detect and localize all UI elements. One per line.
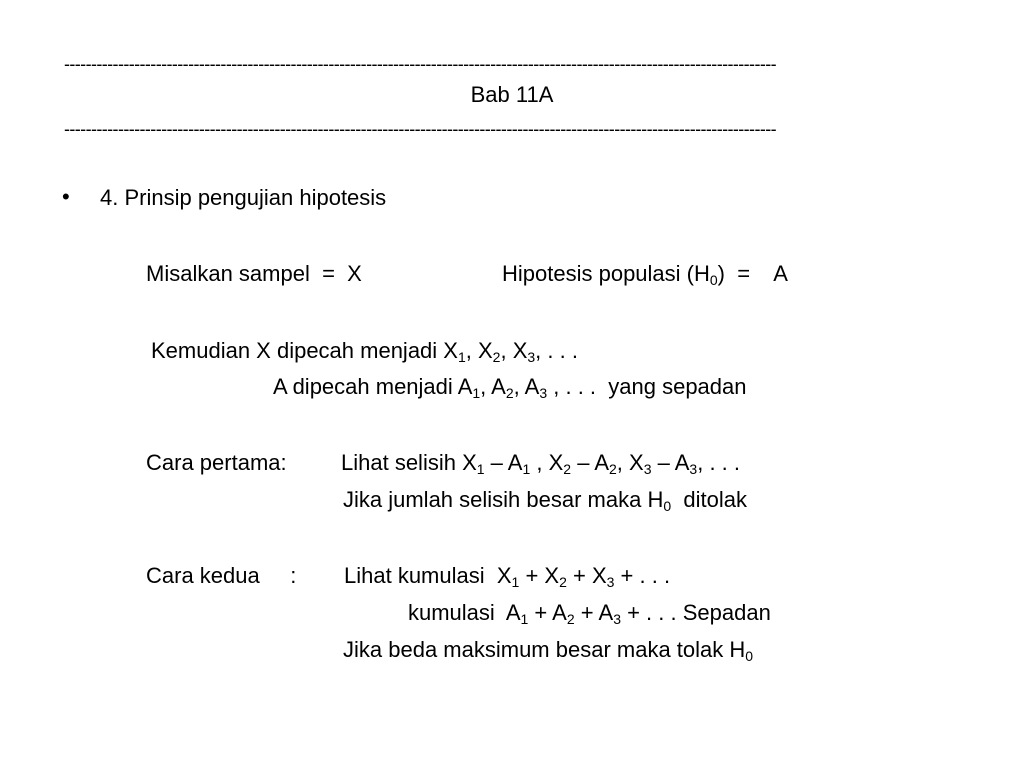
a-dipecah-line: A dipecah menjadi $A_1$, $A_2$, $A_3$ , . . . yang sepadan	[273, 374, 747, 401]
jika-selisih-line: Jika jumlah selisih besar maka $H_0$ ditolak	[343, 487, 747, 514]
bullet-icon: •	[62, 184, 70, 209]
page-title: Bab 11A	[470, 82, 554, 107]
hipotesis-populasi-line: Hipotesis populasi $(H_0)$ = A	[502, 261, 788, 288]
cara-pertama-label: Cara pertama:	[146, 450, 287, 475]
cara-kedua-label: Cara kedua :	[146, 563, 297, 588]
misalkan-sampel-line: Misalkan sampel = X	[146, 261, 362, 286]
kemudian-line: Kemudian X dipecah menjadi $X_1$, $X_2$, $X_3$, . . .	[151, 338, 578, 365]
cara-kedua-line: Lihat kumulasi $X_1 + X_2 + X_3$ + . . .	[344, 563, 671, 590]
cara-pertama-line: Lihat selisih $X_1 - A_1$ , $X_2 - A_2$, $X_3 - A_3$, . . .	[341, 450, 741, 477]
section-heading: 4. Prinsip pengujian hipotesis	[100, 185, 387, 210]
header-dash-line-bottom: ------------------------------------------------------------------------------------------------------------------------------------	[64, 120, 777, 138]
kumulasi-a-line: kumulasi $A_1 + A_2 + A_3$ + . . . Sepadan	[408, 600, 771, 627]
header-dash-line-top: ------------------------------------------------------------------------------------------------------------------------------------	[64, 55, 777, 73]
jika-beda-line: Jika beda maksimum besar maka tolak $H_0$	[343, 637, 754, 664]
